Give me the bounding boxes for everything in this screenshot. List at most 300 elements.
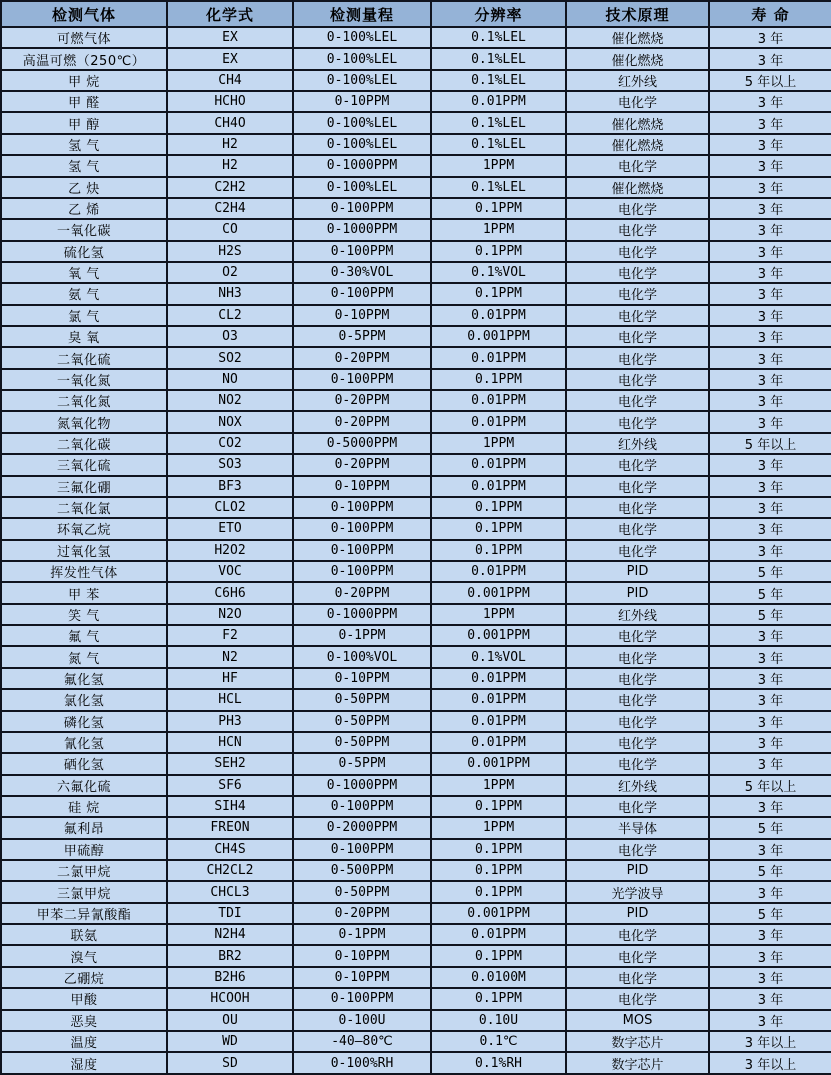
cell-formula: B2H6 xyxy=(167,967,293,988)
cell-principle: 电化学 xyxy=(566,753,709,774)
cell-range: 0-20PPM xyxy=(293,903,431,924)
cell-principle: MOS xyxy=(566,1010,709,1031)
cell-range: 0-100PPM xyxy=(293,796,431,817)
cell-resolution: 0.001PPM xyxy=(431,582,566,603)
cell-formula: SF6 xyxy=(167,775,293,796)
cell-resolution: 0.01PPM xyxy=(431,924,566,945)
table-row xyxy=(1,134,831,155)
cell-formula: CH2CL2 xyxy=(167,860,293,881)
cell-range: 0-100PPM xyxy=(293,561,431,582)
cell-formula: BF3 xyxy=(167,476,293,497)
cell-principle: 电化学 xyxy=(566,198,709,219)
cell-lifespan: 3 年 xyxy=(709,347,831,368)
cell-principle: PID xyxy=(566,561,709,582)
cell-resolution: 0.1%LEL xyxy=(431,177,566,198)
cell-range: 0-500PPM xyxy=(293,860,431,881)
cell-resolution: 0.1%LEL xyxy=(431,134,566,155)
cell-gas: 三氟化硼 xyxy=(1,476,167,497)
cell-range: 0-1000PPM xyxy=(293,604,431,625)
cell-range: 0-5PPM xyxy=(293,753,431,774)
cell-lifespan: 3 年 xyxy=(709,796,831,817)
cell-range: 0-100%LEL xyxy=(293,112,431,133)
cell-resolution: 0.1%LEL xyxy=(431,27,566,48)
cell-formula: CHCL3 xyxy=(167,881,293,902)
cell-range: 0-1PPM xyxy=(293,924,431,945)
cell-formula: NH3 xyxy=(167,283,293,304)
cell-principle: 电化学 xyxy=(566,967,709,988)
cell-principle: 电化学 xyxy=(566,91,709,112)
cell-lifespan: 3 年 xyxy=(709,668,831,689)
cell-resolution: 1PPM xyxy=(431,817,566,838)
cell-gas: 甲硫醇 xyxy=(1,839,167,860)
cell-formula: C2H4 xyxy=(167,198,293,219)
cell-lifespan: 3 年 xyxy=(709,967,831,988)
cell-lifespan: 3 年 xyxy=(709,241,831,262)
cell-lifespan: 3 年 xyxy=(709,689,831,710)
cell-range: 0-100%LEL xyxy=(293,27,431,48)
cell-gas: 温度 xyxy=(1,1031,167,1052)
cell-formula: NOX xyxy=(167,411,293,432)
cell-principle: 电化学 xyxy=(566,796,709,817)
cell-range: 0-20PPM xyxy=(293,454,431,475)
cell-lifespan: 3 年 xyxy=(709,753,831,774)
table-row xyxy=(1,497,831,518)
table-row xyxy=(1,924,831,945)
cell-resolution: 0.01PPM xyxy=(431,561,566,582)
cell-resolution: 0.01PPM xyxy=(431,454,566,475)
cell-resolution: 1PPM xyxy=(431,775,566,796)
cell-gas: 甲 苯 xyxy=(1,582,167,603)
cell-range: 0-10PPM xyxy=(293,945,431,966)
cell-resolution: 0.1PPM xyxy=(431,540,566,561)
table-row xyxy=(1,219,831,240)
cell-resolution: 0.001PPM xyxy=(431,753,566,774)
cell-range: 0-100PPM xyxy=(293,497,431,518)
cell-gas: 硅 烷 xyxy=(1,796,167,817)
cell-gas: 二氧化氮 xyxy=(1,390,167,411)
cell-gas: 氟 气 xyxy=(1,625,167,646)
cell-range: 0-5PPM xyxy=(293,326,431,347)
cell-formula: N2 xyxy=(167,646,293,667)
cell-range: 0-10PPM xyxy=(293,91,431,112)
table-row xyxy=(1,903,831,924)
cell-lifespan: 5 年以上 xyxy=(709,775,831,796)
cell-gas: 磷化氢 xyxy=(1,711,167,732)
cell-principle: PID xyxy=(566,860,709,881)
cell-principle: 电化学 xyxy=(566,369,709,390)
gas-spec-table-body xyxy=(1,27,831,1074)
cell-gas: 联氨 xyxy=(1,924,167,945)
cell-gas: 二氧化硫 xyxy=(1,347,167,368)
cell-formula: O2 xyxy=(167,262,293,283)
cell-principle: 电化学 xyxy=(566,476,709,497)
cell-formula: H2 xyxy=(167,134,293,155)
cell-formula: H2O2 xyxy=(167,540,293,561)
cell-range: 0-50PPM xyxy=(293,732,431,753)
cell-range: 0-20PPM xyxy=(293,411,431,432)
cell-lifespan: 3 年 xyxy=(709,48,831,69)
cell-formula: C2H2 xyxy=(167,177,293,198)
cell-range: 0-10PPM xyxy=(293,668,431,689)
cell-lifespan: 3 年 xyxy=(709,839,831,860)
cell-range: 0-50PPM xyxy=(293,881,431,902)
table-row xyxy=(1,27,831,48)
cell-range: 0-2000PPM xyxy=(293,817,431,838)
cell-range: 0-10PPM xyxy=(293,305,431,326)
cell-principle: 电化学 xyxy=(566,945,709,966)
cell-range: 0-100PPM xyxy=(293,540,431,561)
cell-lifespan: 3 年 xyxy=(709,219,831,240)
table-row xyxy=(1,711,831,732)
table-row xyxy=(1,582,831,603)
table-row xyxy=(1,945,831,966)
cell-principle: 电化学 xyxy=(566,347,709,368)
cell-lifespan: 3 年 xyxy=(709,134,831,155)
cell-principle: 电化学 xyxy=(566,518,709,539)
cell-resolution: 1PPM xyxy=(431,219,566,240)
cell-principle: 数字芯片 xyxy=(566,1031,709,1052)
cell-range: 0-100PPM xyxy=(293,839,431,860)
cell-resolution: 0.01PPM xyxy=(431,305,566,326)
cell-lifespan: 3 年 xyxy=(709,198,831,219)
cell-gas: 硒化氢 xyxy=(1,753,167,774)
cell-gas: 乙硼烷 xyxy=(1,967,167,988)
cell-gas: 氮氧化物 xyxy=(1,411,167,432)
cell-lifespan: 3 年以上 xyxy=(709,1031,831,1052)
table-row xyxy=(1,860,831,881)
cell-range: 0-1PPM xyxy=(293,625,431,646)
cell-resolution: 0.01PPM xyxy=(431,668,566,689)
cell-gas: 过氧化氢 xyxy=(1,540,167,561)
cell-resolution: 0.1PPM xyxy=(431,241,566,262)
cell-range: 0-100%LEL xyxy=(293,70,431,91)
cell-formula: CH4O xyxy=(167,112,293,133)
cell-formula: HF xyxy=(167,668,293,689)
cell-gas: 氯化氢 xyxy=(1,689,167,710)
cell-principle: 电化学 xyxy=(566,711,709,732)
cell-resolution: 0.1PPM xyxy=(431,198,566,219)
cell-resolution: 0.1℃ xyxy=(431,1031,566,1052)
table-row xyxy=(1,241,831,262)
cell-gas: 甲 烷 xyxy=(1,70,167,91)
cell-gas: 恶臭 xyxy=(1,1010,167,1031)
cell-resolution: 0.10U xyxy=(431,1010,566,1031)
cell-lifespan: 3 年 xyxy=(709,305,831,326)
cell-principle: 电化学 xyxy=(566,283,709,304)
cell-resolution: 0.01PPM xyxy=(431,347,566,368)
table-row xyxy=(1,732,831,753)
table-row xyxy=(1,518,831,539)
table-row xyxy=(1,646,831,667)
table-row xyxy=(1,369,831,390)
cell-resolution: 0.0100M xyxy=(431,967,566,988)
cell-gas: 六氟化硫 xyxy=(1,775,167,796)
table-row xyxy=(1,625,831,646)
cell-resolution: 0.1PPM xyxy=(431,881,566,902)
cell-range: 0-10PPM xyxy=(293,967,431,988)
cell-lifespan: 3 年 xyxy=(709,112,831,133)
column-header-principle: 技术原理 xyxy=(566,1,709,27)
cell-gas: 氮 气 xyxy=(1,646,167,667)
cell-formula: FREON xyxy=(167,817,293,838)
cell-formula: SEH2 xyxy=(167,753,293,774)
cell-resolution: 0.01PPM xyxy=(431,390,566,411)
cell-formula: WD xyxy=(167,1031,293,1052)
cell-gas: 甲酸 xyxy=(1,988,167,1009)
cell-resolution: 0.01PPM xyxy=(431,689,566,710)
table-row xyxy=(1,668,831,689)
table-row xyxy=(1,305,831,326)
cell-lifespan: 3 年 xyxy=(709,155,831,176)
gas-spec-table-header xyxy=(1,1,831,27)
cell-lifespan: 3 年 xyxy=(709,732,831,753)
cell-resolution: 0.1%LEL xyxy=(431,48,566,69)
table-row xyxy=(1,155,831,176)
cell-lifespan: 3 年 xyxy=(709,497,831,518)
cell-principle: 数字芯片 xyxy=(566,1052,709,1074)
cell-principle: 催化燃烧 xyxy=(566,27,709,48)
cell-formula: HCOOH xyxy=(167,988,293,1009)
cell-resolution: 1PPM xyxy=(431,604,566,625)
table-row xyxy=(1,433,831,454)
table-row xyxy=(1,198,831,219)
cell-principle: 红外线 xyxy=(566,604,709,625)
table-row xyxy=(1,988,831,1009)
cell-gas: 氟利昂 xyxy=(1,817,167,838)
cell-range: 0-100PPM xyxy=(293,369,431,390)
cell-formula: F2 xyxy=(167,625,293,646)
table-row xyxy=(1,91,831,112)
cell-formula: PH3 xyxy=(167,711,293,732)
cell-resolution: 0.1%RH xyxy=(431,1052,566,1074)
cell-principle: 电化学 xyxy=(566,262,709,283)
cell-lifespan: 3 年 xyxy=(709,283,831,304)
cell-range: 0-100PPM xyxy=(293,241,431,262)
cell-range: 0-100%LEL xyxy=(293,134,431,155)
cell-range: 0-1000PPM xyxy=(293,219,431,240)
cell-principle: PID xyxy=(566,903,709,924)
cell-gas: 氯 气 xyxy=(1,305,167,326)
cell-gas: 可燃气体 xyxy=(1,27,167,48)
cell-range: 0-30%VOL xyxy=(293,262,431,283)
cell-range: 0-10PPM xyxy=(293,476,431,497)
cell-principle: 红外线 xyxy=(566,433,709,454)
table-row xyxy=(1,967,831,988)
cell-gas: 硫化氢 xyxy=(1,241,167,262)
cell-formula: SD xyxy=(167,1052,293,1074)
cell-principle: 催化燃烧 xyxy=(566,177,709,198)
cell-resolution: 0.01PPM xyxy=(431,476,566,497)
cell-lifespan: 5 年 xyxy=(709,903,831,924)
cell-gas: 溴气 xyxy=(1,945,167,966)
table-row xyxy=(1,283,831,304)
cell-formula: TDI xyxy=(167,903,293,924)
cell-resolution: 0.01PPM xyxy=(431,732,566,753)
cell-principle: 电化学 xyxy=(566,839,709,860)
cell-lifespan: 3 年 xyxy=(709,1010,831,1031)
table-row xyxy=(1,540,831,561)
cell-gas: 氢 气 xyxy=(1,155,167,176)
cell-resolution: 0.1PPM xyxy=(431,518,566,539)
cell-resolution: 0.1PPM xyxy=(431,796,566,817)
cell-formula: CH4 xyxy=(167,70,293,91)
cell-range: 0-100PPM xyxy=(293,283,431,304)
cell-resolution: 0.1PPM xyxy=(431,860,566,881)
cell-resolution: 0.01PPM xyxy=(431,711,566,732)
cell-gas: 挥发性气体 xyxy=(1,561,167,582)
cell-resolution: 0.1PPM xyxy=(431,369,566,390)
cell-principle: 催化燃烧 xyxy=(566,134,709,155)
cell-lifespan: 5 年 xyxy=(709,604,831,625)
cell-formula: H2 xyxy=(167,155,293,176)
cell-lifespan: 3 年 xyxy=(709,924,831,945)
cell-range: 0-100PPM xyxy=(293,988,431,1009)
cell-formula: O3 xyxy=(167,326,293,347)
table-row xyxy=(1,454,831,475)
table-row xyxy=(1,775,831,796)
cell-lifespan: 3 年 xyxy=(709,518,831,539)
cell-principle: 电化学 xyxy=(566,305,709,326)
cell-lifespan: 3 年以上 xyxy=(709,1052,831,1074)
cell-lifespan: 5 年 xyxy=(709,817,831,838)
cell-range: 0-100%RH xyxy=(293,1052,431,1074)
cell-principle: 电化学 xyxy=(566,497,709,518)
table-row xyxy=(1,390,831,411)
cell-principle: 催化燃烧 xyxy=(566,48,709,69)
cell-formula: VOC xyxy=(167,561,293,582)
table-row xyxy=(1,326,831,347)
cell-principle: 电化学 xyxy=(566,241,709,262)
cell-resolution: 0.1%VOL xyxy=(431,646,566,667)
cell-principle: 红外线 xyxy=(566,70,709,91)
cell-principle: 电化学 xyxy=(566,646,709,667)
cell-range: 0-50PPM xyxy=(293,711,431,732)
cell-formula: CH4S xyxy=(167,839,293,860)
cell-lifespan: 3 年 xyxy=(709,91,831,112)
cell-lifespan: 3 年 xyxy=(709,540,831,561)
cell-lifespan: 5 年 xyxy=(709,582,831,603)
cell-formula: HCN xyxy=(167,732,293,753)
table-row xyxy=(1,561,831,582)
cell-principle: 电化学 xyxy=(566,988,709,1009)
cell-principle: 电化学 xyxy=(566,689,709,710)
cell-lifespan: 3 年 xyxy=(709,476,831,497)
cell-principle: 红外线 xyxy=(566,775,709,796)
cell-lifespan: 3 年 xyxy=(709,390,831,411)
table-row xyxy=(1,881,831,902)
cell-lifespan: 3 年 xyxy=(709,326,831,347)
cell-resolution: 0.1PPM xyxy=(431,988,566,1009)
cell-gas: 臭 氧 xyxy=(1,326,167,347)
cell-formula: NO2 xyxy=(167,390,293,411)
cell-gas: 甲苯二异氰酸酯 xyxy=(1,903,167,924)
cell-resolution: 0.1PPM xyxy=(431,839,566,860)
cell-formula: SO3 xyxy=(167,454,293,475)
cell-gas: 甲 醛 xyxy=(1,91,167,112)
column-header-resolution: 分辨率 xyxy=(431,1,566,27)
cell-resolution: 0.1PPM xyxy=(431,283,566,304)
cell-range: 0-100%LEL xyxy=(293,48,431,69)
table-row xyxy=(1,689,831,710)
cell-formula: CLO2 xyxy=(167,497,293,518)
cell-lifespan: 5 年以上 xyxy=(709,70,831,91)
cell-gas: 乙 炔 xyxy=(1,177,167,198)
cell-lifespan: 3 年 xyxy=(709,411,831,432)
cell-range: 0-20PPM xyxy=(293,347,431,368)
cell-range: 0-100U xyxy=(293,1010,431,1031)
cell-gas: 三氧化硫 xyxy=(1,454,167,475)
table-row xyxy=(1,817,831,838)
cell-range: 0-100%LEL xyxy=(293,177,431,198)
cell-formula: C6H6 xyxy=(167,582,293,603)
cell-lifespan: 5 年 xyxy=(709,860,831,881)
cell-range: 0-100%VOL xyxy=(293,646,431,667)
cell-gas: 高温可燃（250℃） xyxy=(1,48,167,69)
cell-gas: 二氧化碳 xyxy=(1,433,167,454)
cell-principle: 电化学 xyxy=(566,732,709,753)
cell-formula: CO xyxy=(167,219,293,240)
cell-lifespan: 3 年 xyxy=(709,988,831,1009)
cell-lifespan: 5 年 xyxy=(709,561,831,582)
cell-formula: BR2 xyxy=(167,945,293,966)
cell-gas: 氢 气 xyxy=(1,134,167,155)
cell-range: -40—80℃ xyxy=(293,1031,431,1052)
cell-lifespan: 3 年 xyxy=(709,454,831,475)
cell-lifespan: 3 年 xyxy=(709,27,831,48)
table-row xyxy=(1,796,831,817)
cell-range: 0-100PPM xyxy=(293,198,431,219)
table-row xyxy=(1,476,831,497)
cell-range: 0-5000PPM xyxy=(293,433,431,454)
cell-formula: CL2 xyxy=(167,305,293,326)
cell-principle: 催化燃烧 xyxy=(566,112,709,133)
table-row xyxy=(1,1010,831,1031)
cell-gas: 氧 气 xyxy=(1,262,167,283)
cell-gas: 乙 烯 xyxy=(1,198,167,219)
cell-gas: 甲 醇 xyxy=(1,112,167,133)
cell-principle: 电化学 xyxy=(566,540,709,561)
cell-resolution: 0.1%LEL xyxy=(431,70,566,91)
cell-range: 0-1000PPM xyxy=(293,155,431,176)
cell-range: 0-1000PPM xyxy=(293,775,431,796)
table-row xyxy=(1,411,831,432)
cell-principle: 电化学 xyxy=(566,625,709,646)
table-row xyxy=(1,604,831,625)
table-row xyxy=(1,753,831,774)
table-row xyxy=(1,48,831,69)
cell-resolution: 0.01PPM xyxy=(431,411,566,432)
cell-lifespan: 3 年 xyxy=(709,646,831,667)
cell-resolution: 0.01PPM xyxy=(431,91,566,112)
cell-resolution: 1PPM xyxy=(431,155,566,176)
cell-lifespan: 3 年 xyxy=(709,945,831,966)
cell-lifespan: 3 年 xyxy=(709,625,831,646)
cell-range: 0-50PPM xyxy=(293,689,431,710)
cell-principle: 电化学 xyxy=(566,155,709,176)
cell-gas: 环氧乙烷 xyxy=(1,518,167,539)
cell-principle: 半导体 xyxy=(566,817,709,838)
cell-principle: 电化学 xyxy=(566,390,709,411)
cell-lifespan: 3 年 xyxy=(709,881,831,902)
cell-resolution: 0.001PPM xyxy=(431,625,566,646)
cell-formula: HCL xyxy=(167,689,293,710)
cell-principle: 电化学 xyxy=(566,668,709,689)
cell-formula: N2H4 xyxy=(167,924,293,945)
cell-formula: NO xyxy=(167,369,293,390)
cell-formula: OU xyxy=(167,1010,293,1031)
cell-lifespan: 3 年 xyxy=(709,711,831,732)
cell-lifespan: 3 年 xyxy=(709,369,831,390)
